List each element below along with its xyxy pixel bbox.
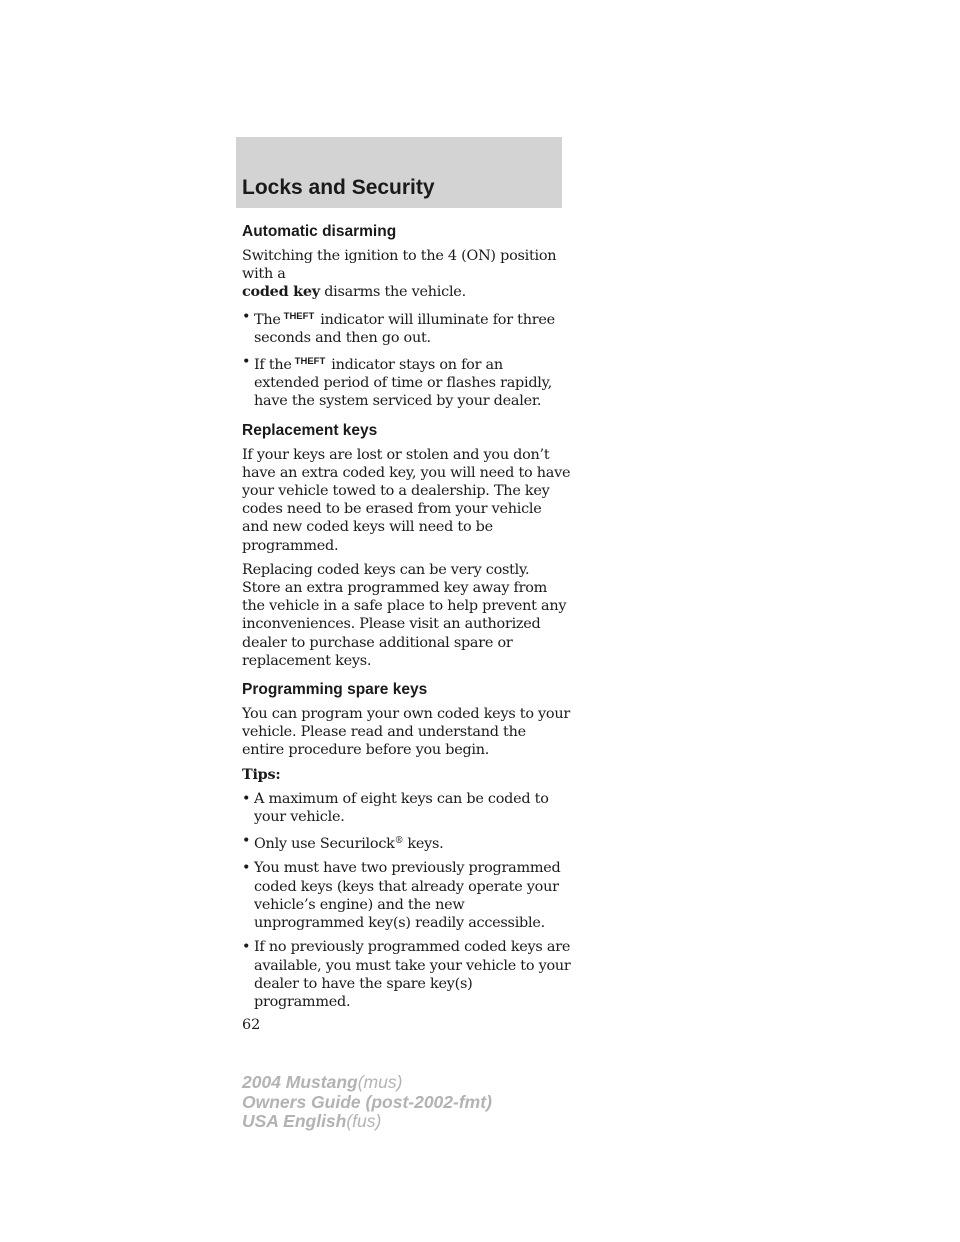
paragraph-automatic-disarming [242,247,572,302]
footer-language: USA English [242,1111,347,1131]
coded-key-term: coded key [242,283,320,301]
list-item [242,308,572,347]
list-item [242,832,572,853]
bullet-text: indicator stays on for an extended period of time or flashes rapidly, have the system serviced by your dealer. [254,357,552,410]
heading-automatic-disarming: Automatic disarming [242,223,397,240]
tip-text: Only use Securilock [254,836,395,853]
theft-indicator-icon: THEFT [283,310,315,322]
bullet-text: If the [254,357,292,374]
tips-bullet-list [242,790,572,1011]
heading-replacement-keys: Replacement keys [242,421,378,439]
list-item: • A maximum of eight keys can be coded to your vehicle. [242,790,572,826]
paragraph-programming-intro: You can program your own coded keys to your vehicle. Please read and understand the entire procedure before you begin. [242,706,570,759]
bullet-text: The [254,311,281,328]
tips-label-text: Tips: [242,765,281,783]
page-content [242,222,572,1033]
heading-programming-spare-keys: Programming spare keys [242,681,428,699]
page-number: 62 [242,1017,261,1034]
document-footer [242,1073,492,1132]
footer-language-code: (fus) [346,1111,382,1131]
list-item: • If no previously programmed coded keys are available, you must take your vehicle to your dealer to have the spare key(s) programmed. [242,938,572,1011]
footer-line-3 [242,1112,492,1132]
tips-label [242,766,572,784]
theft-indicator-icon: THEFT [294,356,326,368]
footer-line-2 [242,1093,492,1113]
footer-model-code: (mus) [357,1072,403,1092]
paragraph-text: Switching the ignition to the 4 (ON) position with a [242,248,557,283]
tip-text: keys. [407,836,444,853]
footer-line-1 [242,1073,492,1093]
disarming-bullet-list [242,308,572,411]
footer-model: 2004 Mustang [242,1072,358,1092]
list-item: • You must have two previously programmed coded keys (keys that already operate your vehicle’s engine) and the new unprogrammed key(s) readily accessible. [242,859,572,932]
paragraph-replacement-keys-2: Replacing coded keys can be very costly. Store an extra programmed key away from the vehicle in a safe place to help prevent any inconveniences. Please visit an authorized dealer to purchase additional spare or replacement keys. [242,561,567,669]
footer-guide-title: Owners Guide (post-2002-fmt) [242,1091,492,1112]
registered-trademark-icon: ® [394,836,404,847]
page-section-title: Locks and Security [242,176,435,199]
bullet-text: indicator will illuminate for three seconds and then go out. [254,311,555,346]
paragraph-tail: disarms the vehicle. [319,284,466,301]
list-item [242,353,572,411]
paragraph-replacement-keys-1: If your keys are lost or stolen and you don’t have an extra coded key, you will need to have your vehicle towed to a dealership. The key codes need to be erased from your vehicle and new coded keys will need to be programmed. [242,446,571,554]
